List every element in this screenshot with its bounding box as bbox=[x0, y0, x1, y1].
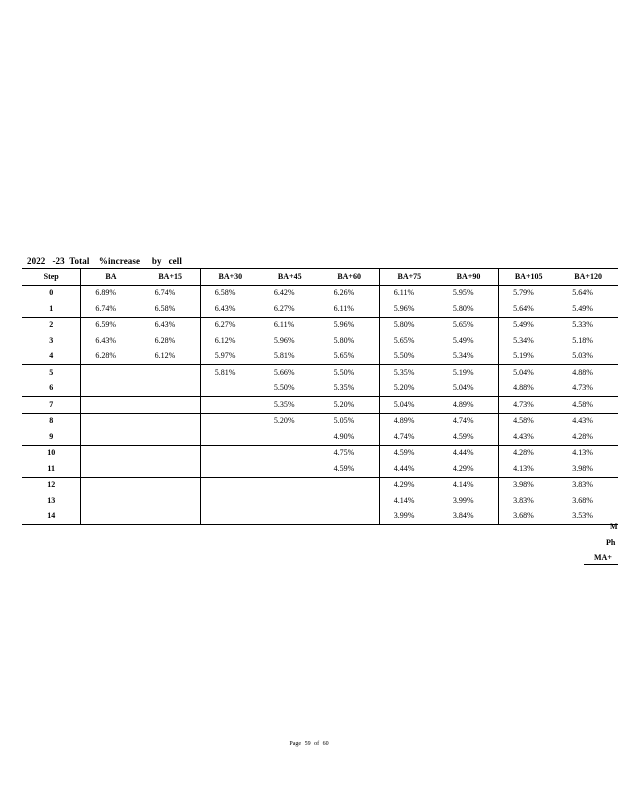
value-cell: 5.33% bbox=[558, 317, 618, 333]
column-header-ba15: BA+15 bbox=[141, 269, 201, 286]
value-cell: 5.65% bbox=[333, 351, 355, 361]
side-fragment-1: M bbox=[610, 522, 618, 531]
value-cell bbox=[200, 413, 260, 429]
value-cell bbox=[200, 493, 260, 509]
value-cell bbox=[81, 381, 141, 397]
value-cell bbox=[260, 493, 320, 509]
table-row bbox=[22, 445, 618, 461]
value-cell: 4.73% bbox=[499, 397, 559, 414]
value-cell: 6.43% bbox=[81, 333, 141, 349]
value-cell: 3.99% bbox=[379, 509, 439, 525]
table-row bbox=[22, 509, 618, 525]
value-cell bbox=[141, 493, 201, 509]
value-cell: 4.43% bbox=[499, 429, 559, 445]
step-cell: 2 bbox=[22, 317, 81, 333]
column-header-ba: BA bbox=[81, 269, 141, 286]
value-cell bbox=[141, 509, 201, 525]
step-cell: 0 bbox=[49, 288, 54, 298]
value-cell: 5.49% bbox=[499, 317, 559, 333]
value-cell: 6.27% bbox=[273, 303, 295, 313]
value-cell: 5.35% bbox=[260, 397, 320, 414]
value-cell: 6.74% bbox=[81, 301, 141, 317]
value-cell: 4.88% bbox=[499, 381, 559, 397]
value-cell: 5.80% bbox=[452, 303, 474, 313]
value-cell bbox=[81, 509, 141, 525]
value-cell: 4.59% bbox=[333, 463, 355, 473]
column-header-ba60: BA+60 bbox=[320, 269, 380, 286]
value-cell: 5.04% bbox=[379, 397, 439, 414]
value-cell: 6.12% bbox=[154, 351, 176, 361]
table-title: 2022 -23 Total %increase by cell bbox=[27, 256, 182, 266]
value-cell bbox=[200, 397, 260, 414]
value-cell: 4.28% bbox=[499, 445, 559, 461]
value-cell: 5.34% bbox=[452, 351, 474, 361]
salary-table-wrapper bbox=[22, 268, 618, 528]
table-row bbox=[22, 461, 618, 477]
value-cell: 6.27% bbox=[200, 317, 260, 333]
value-cell: 4.14% bbox=[379, 493, 439, 509]
value-cell: 4.29% bbox=[379, 477, 439, 493]
value-cell: 3.68% bbox=[572, 495, 593, 505]
step-cell: 13 bbox=[47, 495, 56, 505]
value-cell: 6.42% bbox=[273, 288, 295, 298]
step-cell: 3 bbox=[49, 335, 54, 345]
value-cell bbox=[320, 493, 380, 509]
value-cell: 5.64% bbox=[499, 301, 559, 317]
value-cell: 3.83% bbox=[499, 493, 559, 509]
value-cell bbox=[81, 397, 141, 414]
value-cell bbox=[81, 365, 141, 381]
value-cell: 6.43% bbox=[141, 317, 201, 333]
step-cell: 10 bbox=[22, 445, 81, 461]
value-cell bbox=[260, 461, 320, 477]
value-cell: 5.65% bbox=[379, 333, 439, 349]
value-cell: 6.89% bbox=[81, 285, 141, 301]
value-cell: 6.12% bbox=[200, 333, 260, 349]
salary-increase-table bbox=[22, 268, 618, 525]
value-cell: 4.88% bbox=[558, 365, 618, 381]
value-cell: 5.03% bbox=[572, 351, 593, 361]
value-cell: 4.90% bbox=[333, 431, 355, 441]
table-row bbox=[22, 349, 618, 365]
side-fragment-rule bbox=[584, 564, 618, 565]
value-cell bbox=[81, 445, 141, 461]
table-row bbox=[22, 429, 618, 445]
value-cell bbox=[141, 381, 201, 397]
value-cell: 3.98% bbox=[499, 477, 559, 493]
value-cell: 5.18% bbox=[572, 335, 593, 345]
value-cell: 6.11% bbox=[379, 285, 439, 301]
value-cell: 6.28% bbox=[81, 349, 141, 365]
value-cell: 5.49% bbox=[452, 335, 474, 345]
value-cell bbox=[260, 509, 320, 525]
value-cell: 5.34% bbox=[499, 333, 559, 349]
column-header-ba120: BA+120 bbox=[558, 269, 618, 286]
value-cell: 4.58% bbox=[499, 413, 559, 429]
table-row bbox=[22, 301, 618, 317]
step-cell: 14 bbox=[22, 509, 81, 525]
value-cell bbox=[200, 477, 260, 493]
value-cell: 6.43% bbox=[200, 301, 260, 317]
column-header-ba90: BA+90 bbox=[439, 269, 499, 286]
value-cell: 5.81% bbox=[273, 351, 295, 361]
value-cell: 4.13% bbox=[558, 445, 618, 461]
value-cell bbox=[81, 429, 141, 445]
value-cell: 6.58% bbox=[154, 303, 176, 313]
page-footer: Page 59 of 60 bbox=[289, 741, 329, 747]
header-row bbox=[22, 269, 618, 286]
table-row bbox=[22, 397, 618, 414]
step-cell: 5 bbox=[22, 365, 81, 381]
table-body bbox=[22, 285, 618, 525]
step-cell: 11 bbox=[47, 463, 55, 473]
value-cell bbox=[200, 445, 260, 461]
value-cell: 4.74% bbox=[379, 429, 439, 445]
value-cell bbox=[260, 477, 320, 493]
value-cell: 5.96% bbox=[320, 317, 380, 333]
value-cell bbox=[200, 381, 260, 397]
value-cell: 6.11% bbox=[333, 303, 354, 313]
value-cell bbox=[320, 477, 380, 493]
value-cell: 5.04% bbox=[452, 383, 474, 393]
value-cell: 4.89% bbox=[439, 397, 499, 414]
value-cell: 4.13% bbox=[499, 461, 559, 477]
step-cell: 7 bbox=[22, 397, 81, 414]
value-cell: 4.59% bbox=[379, 445, 439, 461]
value-cell bbox=[81, 461, 141, 477]
value-cell: 5.49% bbox=[572, 303, 593, 313]
value-cell: 5.95% bbox=[452, 288, 474, 298]
step-cell: 6 bbox=[49, 383, 54, 393]
column-header-ba105: BA+105 bbox=[499, 269, 559, 286]
value-cell: 5.66% bbox=[260, 365, 320, 381]
value-cell: 3.99% bbox=[452, 495, 474, 505]
value-cell bbox=[200, 429, 260, 445]
column-header-ba75: BA+75 bbox=[379, 269, 439, 286]
value-cell: 5.20% bbox=[379, 381, 439, 397]
value-cell bbox=[141, 445, 201, 461]
table-row bbox=[22, 333, 618, 349]
value-cell: 6.28% bbox=[154, 335, 176, 345]
value-cell: 5.35% bbox=[379, 365, 439, 381]
table-row bbox=[22, 477, 618, 493]
value-cell: 5.50% bbox=[320, 365, 380, 381]
value-cell: 4.58% bbox=[558, 397, 618, 414]
value-cell: 5.79% bbox=[499, 285, 559, 301]
value-cell: 4.29% bbox=[452, 463, 474, 473]
value-cell: 5.81% bbox=[200, 365, 260, 381]
table-row bbox=[22, 413, 618, 429]
value-cell bbox=[81, 477, 141, 493]
value-cell: 6.59% bbox=[81, 317, 141, 333]
value-cell: 5.04% bbox=[499, 365, 559, 381]
value-cell: 5.64% bbox=[572, 288, 593, 298]
value-cell: 5.96% bbox=[273, 335, 295, 345]
value-cell: 5.20% bbox=[260, 413, 320, 429]
table-row bbox=[22, 285, 618, 301]
value-cell: 6.11% bbox=[260, 317, 320, 333]
value-cell: 4.89% bbox=[379, 413, 439, 429]
value-cell: 4.43% bbox=[558, 413, 618, 429]
value-cell bbox=[81, 493, 141, 509]
value-cell bbox=[320, 509, 380, 525]
value-cell: 3.98% bbox=[572, 463, 593, 473]
value-cell: 3.84% bbox=[439, 509, 499, 525]
value-cell: 6.26% bbox=[333, 288, 355, 298]
value-cell: 5.35% bbox=[333, 383, 355, 393]
value-cell: 5.50% bbox=[273, 383, 295, 393]
value-cell: 5.96% bbox=[379, 301, 439, 317]
value-cell: 3.53% bbox=[558, 509, 618, 525]
column-header-ba45: BA+45 bbox=[260, 269, 320, 286]
step-cell: 4 bbox=[49, 351, 54, 361]
value-cell bbox=[141, 413, 201, 429]
value-cell: 5.80% bbox=[333, 335, 355, 345]
value-cell: 3.68% bbox=[499, 509, 559, 525]
value-cell: 3.83% bbox=[558, 477, 618, 493]
table-row bbox=[22, 493, 618, 509]
step-cell: 1 bbox=[49, 303, 54, 313]
value-cell: 5.05% bbox=[320, 413, 380, 429]
value-cell: 5.97% bbox=[200, 349, 260, 365]
side-fragment-2: Ph bbox=[606, 538, 616, 547]
value-cell: 4.74% bbox=[439, 413, 499, 429]
side-fragment-3: MA+ bbox=[594, 553, 612, 562]
table-row bbox=[22, 381, 618, 397]
value-cell: 4.28% bbox=[572, 431, 593, 441]
value-cell: 5.50% bbox=[379, 349, 439, 365]
value-cell bbox=[141, 365, 201, 381]
value-cell bbox=[141, 397, 201, 414]
table-row bbox=[22, 365, 618, 381]
step-cell: 9 bbox=[49, 431, 54, 441]
value-cell: 5.20% bbox=[320, 397, 380, 414]
value-cell: 6.58% bbox=[200, 285, 260, 301]
column-header-ba30: BA+30 bbox=[200, 269, 260, 286]
value-cell bbox=[260, 445, 320, 461]
value-cell: 5.65% bbox=[439, 317, 499, 333]
value-cell: 4.14% bbox=[439, 477, 499, 493]
value-cell: 5.19% bbox=[499, 349, 559, 365]
value-cell bbox=[260, 429, 320, 445]
table-row bbox=[22, 317, 618, 333]
value-cell: 4.59% bbox=[452, 431, 474, 441]
step-cell: 12 bbox=[22, 477, 81, 493]
value-cell: 6.74% bbox=[154, 288, 176, 298]
step-cell: 8 bbox=[22, 413, 81, 429]
value-cell bbox=[141, 477, 201, 493]
value-cell bbox=[200, 509, 260, 525]
value-cell: 4.44% bbox=[439, 445, 499, 461]
value-cell bbox=[200, 461, 260, 477]
column-header-step: Step bbox=[22, 269, 81, 286]
value-cell: 4.73% bbox=[572, 383, 593, 393]
value-cell bbox=[141, 461, 201, 477]
value-cell bbox=[141, 429, 201, 445]
value-cell: 4.75% bbox=[320, 445, 380, 461]
value-cell bbox=[81, 413, 141, 429]
value-cell: 4.44% bbox=[379, 461, 439, 477]
value-cell: 5.19% bbox=[439, 365, 499, 381]
value-cell: 5.80% bbox=[379, 317, 439, 333]
